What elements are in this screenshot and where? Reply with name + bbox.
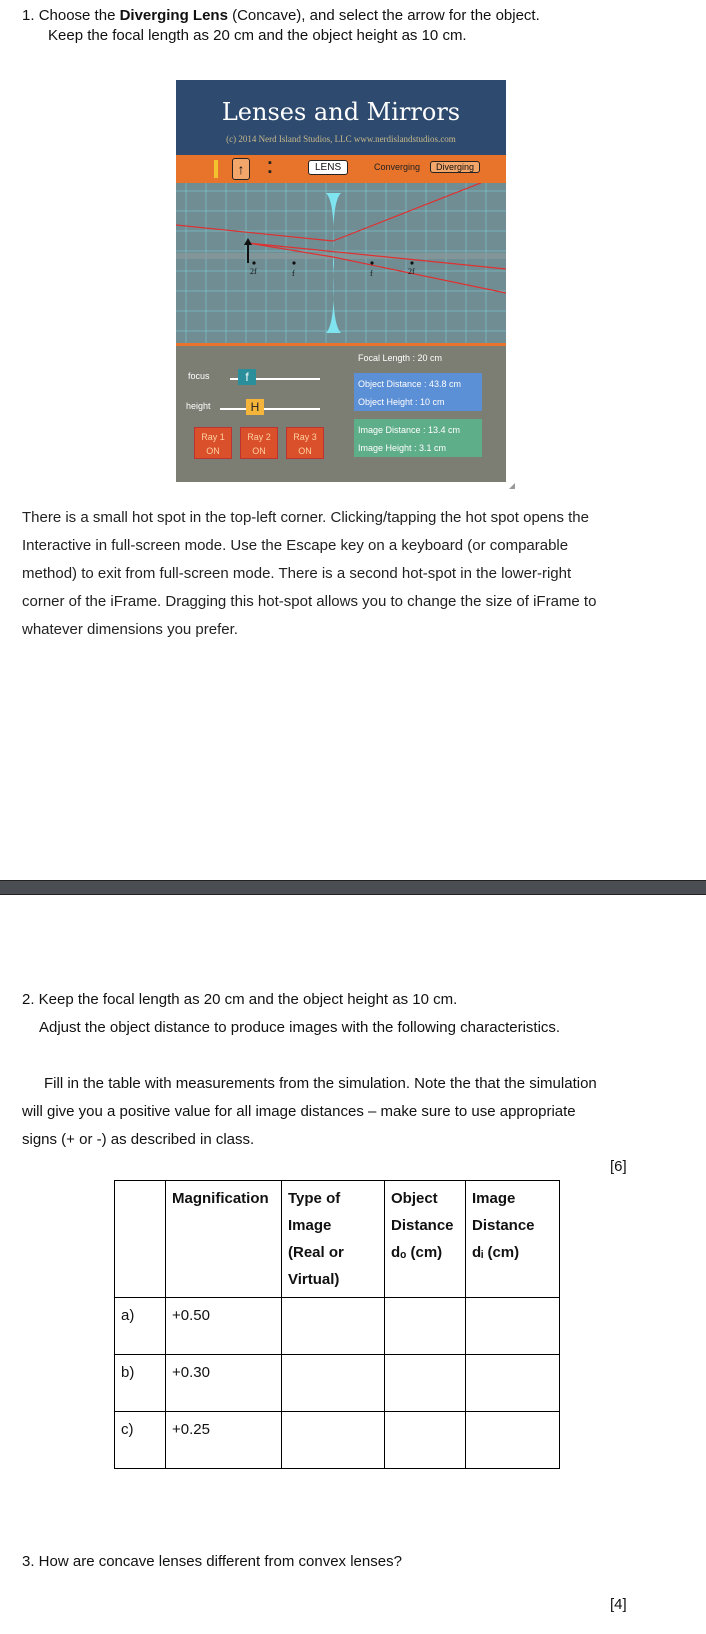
type-answer-cell[interactable] xyxy=(282,1355,385,1412)
ray-2-button[interactable]: Ray 2 ON xyxy=(240,427,278,459)
sim-toolbar xyxy=(176,155,506,183)
height-slider-knob[interactable]: H xyxy=(246,399,264,415)
q3-line: 3. How are concave lenses different from convex lenses? xyxy=(22,1553,402,1570)
header-type-of-image: Type of Image (Real or Virtual) xyxy=(282,1181,385,1298)
sim-title: Lenses and Mirrors xyxy=(221,98,461,126)
header-magnification: Magnification xyxy=(166,1181,282,1298)
header-object-distance: Object Distance dₒ (cm) xyxy=(385,1181,466,1298)
q1-text-post: (Concave), and select the arrow for the object. xyxy=(227,7,540,24)
simulation-iframe[interactable] xyxy=(176,80,506,482)
type-answer-cell[interactable] xyxy=(282,1412,385,1469)
table-header-row xyxy=(115,1181,560,1298)
image-distance-readout: Image Distance : 13.4 cm xyxy=(358,425,461,435)
label-f-left: f xyxy=(292,269,295,278)
hotspot-line: Interactive in full-screen mode. Use the Escape key on a keyboard (or comparable xyxy=(22,537,569,554)
label-f-right: f xyxy=(370,269,373,278)
sim-credit: (c) 2014 Nerd Island Studios, LLC www.nerdislandstudios.com xyxy=(226,134,456,144)
image-distance-answer-cell[interactable] xyxy=(466,1298,560,1355)
object-distance-answer-cell[interactable] xyxy=(385,1355,466,1412)
object-info-box xyxy=(354,373,482,411)
image-info-box xyxy=(354,419,482,457)
q1-number: 1. xyxy=(22,7,35,24)
q2-marks: [6] xyxy=(610,1158,627,1175)
height-slider-track[interactable] xyxy=(220,408,320,410)
focus-label: focus xyxy=(188,371,210,381)
table-row xyxy=(115,1412,560,1469)
header-empty-cell xyxy=(115,1181,166,1298)
label-2f-right: 2f xyxy=(408,267,415,276)
object-distance-answer-cell[interactable] xyxy=(385,1298,466,1355)
image-distance-answer-cell[interactable] xyxy=(466,1355,560,1412)
hotspot-line: corner of the iFrame. Dragging this hot-spot allows you to change the size of iFrame to xyxy=(22,593,597,610)
row-label: a) xyxy=(115,1298,166,1355)
orange-divider xyxy=(176,343,506,346)
hotspot-line: whatever dimensions you prefer. xyxy=(22,621,238,638)
optics-canvas[interactable] xyxy=(176,183,506,343)
q3-marks: [4] xyxy=(610,1596,627,1613)
lens-button[interactable]: LENS xyxy=(308,160,348,175)
row-label: b) xyxy=(115,1355,166,1412)
table-row xyxy=(115,1298,560,1355)
type-answer-cell[interactable] xyxy=(282,1298,385,1355)
characteristics-table xyxy=(114,1180,560,1469)
q2-line1: 2. Keep the focal length as 20 cm and the object height as 10 cm. xyxy=(22,991,458,1008)
sim-controls xyxy=(176,343,506,482)
q1-bold-lens: Diverging Lens xyxy=(119,7,228,24)
hotspot-line: method) to exit from full-screen mode. There is a second hot-spot in the lower-right xyxy=(22,565,572,582)
focus-slider-knob[interactable]: f xyxy=(238,369,256,385)
ray-1-button[interactable]: Ray 1 ON xyxy=(194,427,232,459)
q2-line2: Adjust the object distance to produce images with the following characteristics. xyxy=(39,1019,561,1036)
hotspot-instructions xyxy=(22,504,692,644)
height-label: height xyxy=(186,401,211,411)
object-distance-readout: Object Distance : 43.8 cm xyxy=(358,379,462,389)
object-distance-answer-cell[interactable] xyxy=(385,1412,466,1469)
diverging-button[interactable]: Diverging xyxy=(430,161,480,173)
label-2f-left: 2f xyxy=(250,267,257,276)
focal-point-f-right xyxy=(370,261,373,264)
focal-point-2f-left xyxy=(252,261,255,264)
object-height-readout: Object Height : 10 cm xyxy=(358,397,445,407)
table-row xyxy=(115,1355,560,1412)
focal-point-f-left xyxy=(292,261,295,264)
dots-object-icon[interactable]: ▪ ▪ xyxy=(268,157,272,178)
candle-object-icon[interactable] xyxy=(214,160,218,178)
q1-line1 xyxy=(22,6,540,26)
converging-button[interactable]: Converging xyxy=(374,162,421,172)
q2-fill-line2: will give you a positive value for all image distances – make sure to use appropriate xyxy=(22,1103,576,1120)
magnification-cell: +0.25 xyxy=(166,1412,282,1469)
arrow-object-icon[interactable]: ↑ xyxy=(232,158,250,180)
q2-fill-line3: signs (+ or -) as described in class. xyxy=(22,1131,255,1148)
magnification-cell: +0.30 xyxy=(166,1355,282,1412)
focal-length-readout: Focal Length : 20 cm xyxy=(358,353,443,363)
q1-line2: Keep the focal length as 20 cm and the object height as 10 cm. xyxy=(48,27,467,44)
hotspot-line: There is a small hot spot in the top-left corner. Clicking/tapping the hot spot opens the xyxy=(22,509,589,526)
resize-handle-icon[interactable] xyxy=(509,483,515,489)
magnification-cell: +0.50 xyxy=(166,1298,282,1355)
image-height-readout: Image Height : 3.1 cm xyxy=(358,443,447,453)
row-label: c) xyxy=(115,1412,166,1469)
page-break-divider xyxy=(0,880,706,895)
header-image-distance: Image Distance dᵢ (cm) xyxy=(466,1181,560,1298)
image-distance-answer-cell[interactable] xyxy=(466,1412,560,1469)
q1-text-pre: Choose the xyxy=(38,7,120,24)
ray-3-button[interactable]: Ray 3 ON xyxy=(286,427,324,459)
focal-point-2f-right xyxy=(410,261,413,264)
q2-fill-line1: Fill in the table with measurements from the simulation. Note the that the simulation xyxy=(44,1075,597,1092)
